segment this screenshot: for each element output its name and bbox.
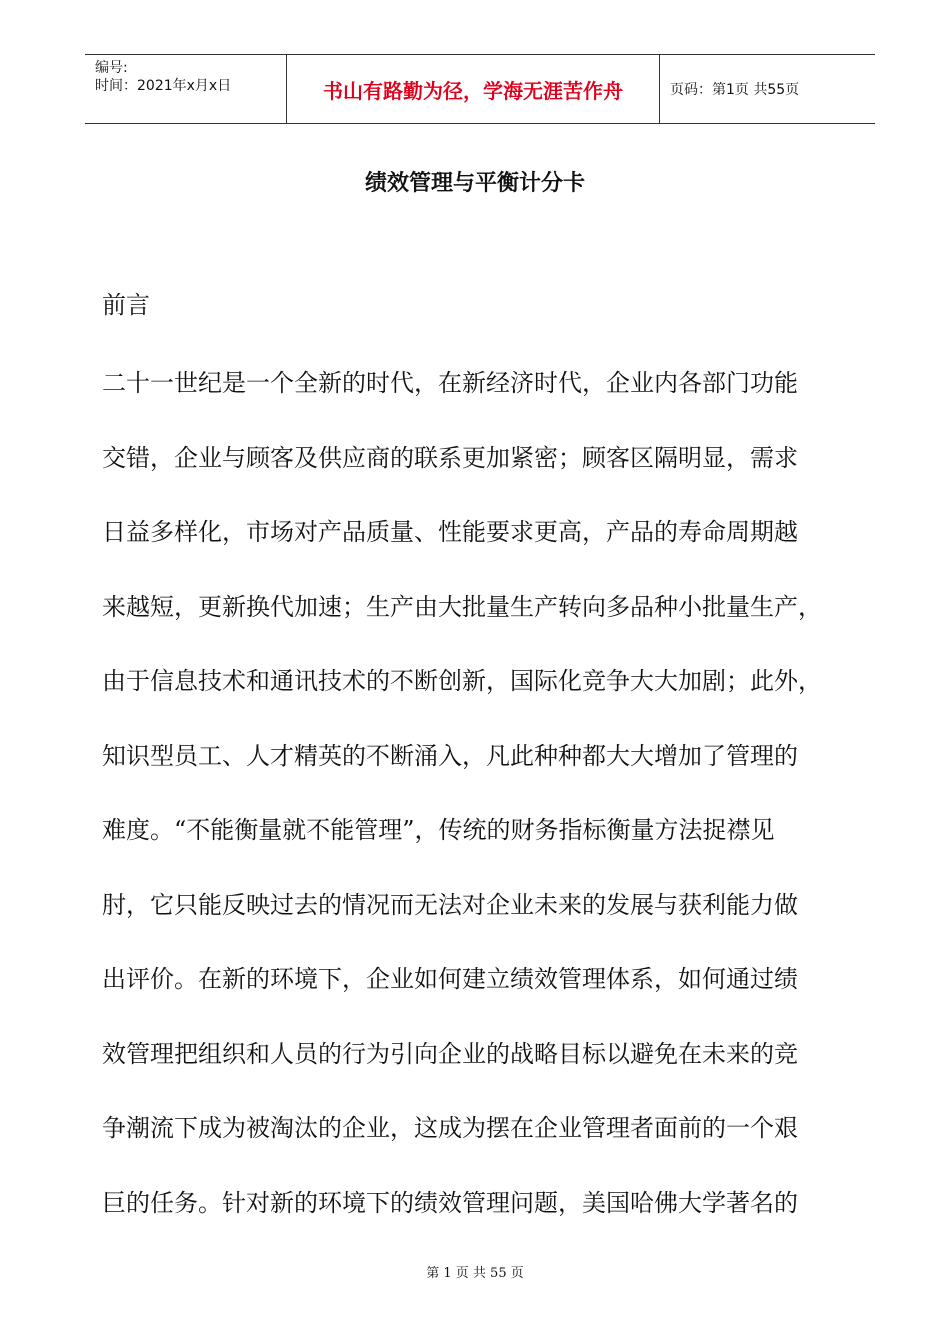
header-motto: 书山有路勤为径，学海无涯苦作舟 bbox=[287, 55, 660, 123]
document-title: 绩效管理与平衡计分卡 bbox=[364, 170, 585, 196]
paragraph-line: 争潮流下成为被淘汰的企业，这成为摆在企业管理者面前的一个艰 bbox=[102, 1114, 798, 1142]
paragraph-line: 二十一世纪是一个全新的时代，在新经济时代，企业内各部门功能 bbox=[102, 369, 798, 397]
header-meta bbox=[85, 55, 287, 123]
paragraph-line: 肘，它只能反映过去的情况而无法对企业未来的发展与获利能力做 bbox=[102, 890, 798, 919]
document-time-label: 时间：2021年x月x日 bbox=[95, 78, 232, 94]
body-paragraph bbox=[102, 352, 852, 1246]
paragraph-line: 知识型员工、人才精英的不断涌入，凡此种种都大大增加了管理的 bbox=[102, 741, 798, 770]
paragraph-line: 由于信息技术和通讯技术的不断创新，国际化竞争大大加剧；此外， bbox=[102, 667, 822, 695]
page-header bbox=[85, 54, 875, 124]
header-page-indicator: 页码：第1页 共55页 bbox=[670, 82, 800, 98]
paragraph-line: 效管理把组织和人员的行为引向企业的战略目标以避免在未来的竞 bbox=[102, 1039, 798, 1068]
paragraph-line: 难度。“不能衡量就不能管理”，传统的财务指标衡量方法捉襟见 bbox=[102, 816, 775, 844]
paragraph-line: 出评价。在新的环境下，企业如何建立绩效管理体系，如何通过绩 bbox=[102, 965, 798, 993]
document-number-label: 编号: bbox=[95, 60, 128, 76]
paragraph-line: 交错，企业与顾客及供应商的联系更加紧密；顾客区隔明显，需求 bbox=[102, 443, 798, 472]
paragraph-line: 日益多样化，市场对产品质量、性能要求更高，产品的寿命周期越 bbox=[102, 518, 798, 546]
page-footer: 第 1 页 共 55 页 bbox=[426, 1266, 524, 1281]
section-heading: 前言 bbox=[102, 291, 150, 319]
paragraph-line: 巨的任务。针对新的环境下的绩效管理问题，美国哈佛大学著名的 bbox=[102, 1188, 798, 1217]
paragraph-line: 来越短，更新换代加速；生产由大批量生产转向多品种小批量生产， bbox=[102, 592, 822, 621]
